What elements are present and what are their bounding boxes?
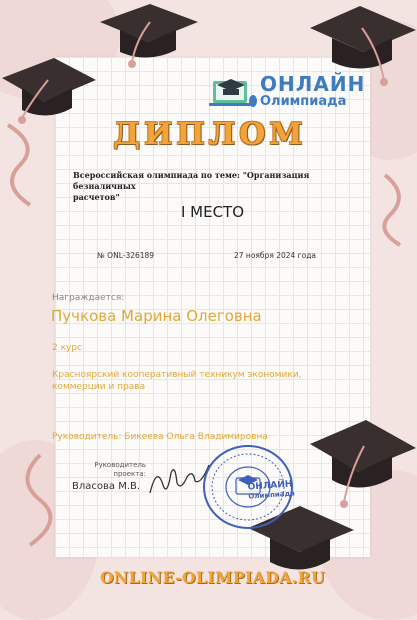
logo-subtitle: Олимпиада xyxy=(260,94,347,109)
olympiad-topic xyxy=(73,170,373,203)
logo-title: ОНЛАЙН xyxy=(260,72,366,96)
diploma-title: ДИПЛОМ xyxy=(113,117,307,152)
graduation-cap-icon xyxy=(0,40,102,130)
signer-role-line: проекта: xyxy=(113,470,146,478)
signer-role-line: Руководитель xyxy=(94,461,146,469)
signer-name: Власова М.В. xyxy=(72,481,141,492)
supervisor: Руководитель: Бикеева Ольга Владимировна xyxy=(52,432,268,442)
stamp-logo-line: ОНЛАЙН xyxy=(247,479,293,493)
stamp-logo-text xyxy=(247,479,295,500)
institution xyxy=(52,369,302,393)
course-label: 2 курс xyxy=(52,343,83,353)
place-label: I МЕСТО xyxy=(180,203,245,221)
olympiad-logo-icon xyxy=(203,71,261,111)
diploma-date: 27 ноября 2024 года xyxy=(234,251,316,260)
ribbon-decoration xyxy=(10,450,70,550)
stamp-logo-line: Олимпиада xyxy=(248,489,296,501)
olympiad-topic-line: Всероссийская олимпиада по теме: "Организация безналичных xyxy=(73,170,310,191)
recipient-name: Пучкова Марина Олеговна xyxy=(51,307,262,325)
diploma-number: № ONL-326189 xyxy=(97,251,155,260)
institution-line: Красноярский кооперативный техникум экономики, xyxy=(52,370,302,380)
institution-line: коммерции и права xyxy=(52,382,146,392)
website-url[interactable]: ONLINE-OLIMPIADA.RU xyxy=(99,568,326,587)
awarded-label: Награждается: xyxy=(52,293,125,303)
ribbon-decoration xyxy=(0,120,60,210)
ribbon-decoration xyxy=(375,170,415,250)
signer-role xyxy=(88,461,146,479)
graduation-cap-icon xyxy=(92,0,202,80)
olympiad-topic-line: расчетов" xyxy=(73,192,120,202)
